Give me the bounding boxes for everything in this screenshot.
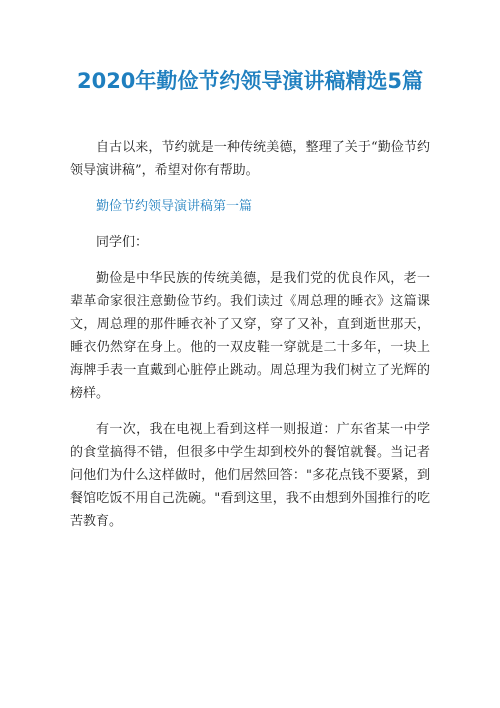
salutation: 同学们：: [96, 235, 149, 250]
document-title: 2020年勤俭节约领导演讲稿精选5篇: [76, 69, 424, 93]
intro-paragraph: 自古以来，节约就是一种传统美德，整理了关于“勤俭节约领导演讲稿”，希望对你有帮助。: [70, 140, 430, 178]
section-heading: 勤俭节约领导演讲稿第一篇: [96, 199, 253, 214]
body-paragraph: 勤俭是中华民族的传统美德，是我们党的优良作风，老一辈革命家很注意勤俭节约。我们读过《周总理的睡衣》这篇课文，周总理的那件睡衣补了又穿，穿了又补，直到逝世那天，睡衣仍然穿在身上。他的一双皮鞋一穿就是二十多年，一块上海牌手表一直戴到心脏停止跳动。周总理为我们树立了光辉的榜样。: [70, 271, 430, 401]
body-paragraph: 有一次，我在电视上看到这样一则报道：广东省某一中学的食堂搞得不错，但很多中学生却到校外的餐馆就餐。当记者问他们为什么这样做时，他们居然回答："多花点钱不要紧，到餐馆吃饭不用自己洗碗。"看到这里，我不由想到外国推行的吃苦教育。: [70, 422, 430, 529]
